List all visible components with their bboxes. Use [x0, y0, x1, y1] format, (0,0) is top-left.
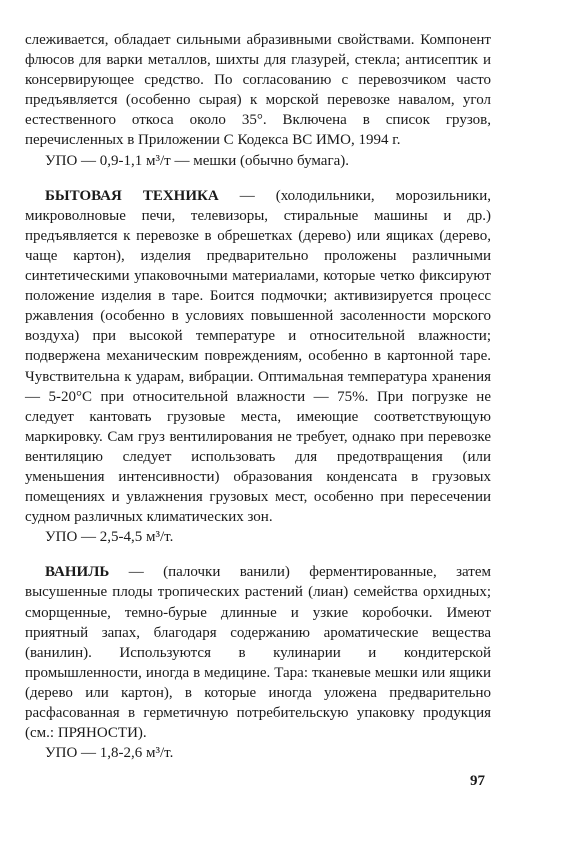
- upo-line-3: УПО — 1,8-2,6 м³/т.: [45, 745, 174, 762]
- entry-household-appliances: [25, 186, 491, 528]
- page-number: 97: [470, 773, 485, 789]
- paragraph-gap: [25, 171, 491, 186]
- entry-vanilla: [25, 562, 491, 743]
- upo-line-2: УПО — 2,5-4,5 м³/т.: [45, 529, 174, 546]
- entry-term: ВАНИЛЬ: [45, 564, 110, 581]
- paragraph-gap: [25, 547, 491, 562]
- entry-definition: — (палочки ванили) ферментированные, затем высушенные плоды тропических растений (лиан) семейства орхидных; сморщенные, темно-бурые длинные и узкие коробочки. Имеют приятный запах, благодаря содержанию ароматические вещества (ванилин). Используются в кулинарии и кондитерской промышленности, иногда в медицине. Тара: тканевые мешки или ящики (дерево или картон), в которые иногда уложена предварительно расфасованная в герметичную потребительскую упаковку продукция (см.: ПРЯНОСТИ).: [25, 564, 491, 742]
- body-text: [25, 30, 491, 763]
- entry-term: БЫТОВАЯ ТЕХНИКА: [45, 187, 219, 204]
- entry-definition: — (холодильники, морозильники, микроволновые печи, телевизоры, стиральные машины и др.) предъявляется к перевозке в обрешетках (дерево) или ящиках (дерево, чаще картон), изделия предварительно проложены различными синтетическими упаковочными материалами, которые четко фиксируют положение изделия в таре. Боится подмочки; активизируется процесс ржавления (особенно в условиях повышенной засоленности морского воздуха) при высокой температуре и относительной влажности; подвержена механическим повреждениям, особенно в картонной таре. Чувствительна к ударам, вибрации. Оптимальная температура хранения — 5-20°С при относительной влажности — 75%. При погрузке не следует кантовать грузовые места, имеющие соответствующую маркировку. Сам груз вентилирования не требует, однако при перевозке вентиляцию следует использовать для предотвращения (или уменьшения интенсивности) образования конденсата в грузовых помещениях и увлажнения грузовых мест, особенно при пересечении судном различных климатических зон.: [25, 187, 491, 526]
- paragraph-continuation: слеживается, обладает сильными абразивными свойствами. Компонент флюсов для варки металлов, шихты для глазурей, стекла; антисептик и консервирующее средство. По согласованию с перевозчиком часто предъявляется (особенно сырая) к морской перевозке навалом, угол естественного откоса около 35°. Включена в список грузов, перечисленных в Приложении С Кодекса ВС ИМО, 1994 г.: [25, 32, 491, 149]
- upo-line-1: УПО — 0,9-1,1 м³/т — мешки (обычно бумага).: [45, 152, 349, 169]
